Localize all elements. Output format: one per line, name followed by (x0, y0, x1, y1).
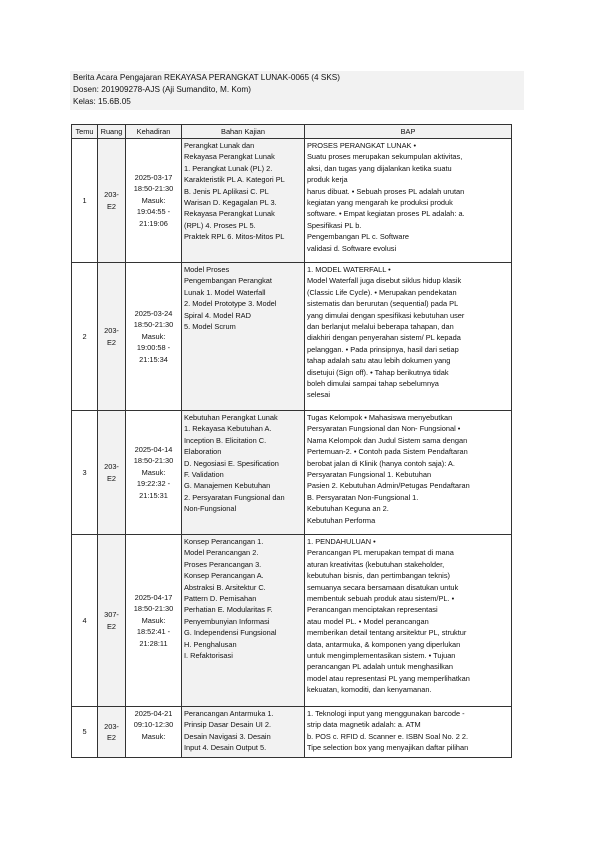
kehadiran-cell: 2025-03-24 18:50-21:30 Masuk: 19:00:58 - 21:15:34 (126, 263, 182, 411)
column-header-bap: BAP (305, 125, 512, 139)
ruang-cell: 307- E2 (98, 535, 126, 707)
bahan-kajian-cell: Kebutuhan Perangkat Lunak 1. Rekayasa Kebutuhan A. Inception B. Elicitation C. Elaboration D. Negosiasi E. Spesification F. Validation G. Manajemen Kebutuhan 2. Persyaratan Fungsional dan Non-Fungsional (182, 411, 305, 535)
ruang-cell: 203- E2 (98, 411, 126, 535)
kehadiran-cell: 2025-04-14 18:50-21:30 Masuk: 19:22:32 - 21:15:31 (126, 411, 182, 535)
ruang-cell: 203- E2 (98, 707, 126, 758)
column-header-bahan-kajian: Bahan Kajian (182, 125, 305, 139)
temu-cell: 5 (72, 707, 98, 758)
kehadiran-cell: 2025-04-21 09:10-12:30 Masuk: (126, 707, 182, 758)
table-row (72, 535, 512, 707)
temu-cell: 1 (72, 139, 98, 263)
kehadiran-cell: 2025-03-17 18:50-21:30 Masuk: 19:04:55 - 21:19:06 (126, 139, 182, 263)
ruang-cell: 203- E2 (98, 139, 126, 263)
lecturer-line: Dosen: 201909278-AJS (Aji Sumandito, M. Kom) (73, 85, 251, 95)
bahan-kajian-cell: Model Proses Pengembangan Perangkat Lunak 1. Model Waterfall 2. Model Prototype 3. Model Spiral 4. Model RAD 5. Model Scrum (182, 263, 305, 411)
bahan-kajian-cell: Perancangan Antarmuka 1. Prinsip Dasar Desain UI 2. Desain Navigasi 3. Desain Input 4. Desain Output 5. (182, 707, 305, 758)
bap-cell: 1. Teknologi input yang menggunakan barcode - strip data magnetik adalah: a. ATM b. POS c. RFID d. Scanner e. ISBN Soal No. 2 2. Tipe selection box yang menyajikan daftar pilihan (305, 707, 512, 758)
teaching-record-table (71, 124, 512, 758)
table-header-row (72, 125, 512, 139)
table-row (72, 707, 512, 758)
temu-cell: 3 (72, 411, 98, 535)
temu-cell: 2 (72, 263, 98, 411)
bahan-kajian-cell: Perangkat Lunak dan Rekayasa Perangkat Lunak 1. Perangkat Lunak (PL) 2. Karakteristik PL A. Kategori PL B. Jenis PL Aplikasi C. PL Warisan D. Kegagalan PL 3. Rekayasa Perangkat Lunak (RPL) 4. Proses PL 5. Praktek RPL 6. Mitos-Mitos PL (182, 139, 305, 263)
class-line: Kelas: 15.6B.05 (73, 97, 131, 107)
column-header-kehadiran: Kehadiran (126, 125, 182, 139)
bap-cell: Tugas Kelompok • Mahasiswa menyebutkan Persyaratan Fungsional dan Non- Fungsional • Nama Kelompok dan Judul Sistem sama dengan Pertemuan-2. • Contoh pada Sistem Pendaftaran berobat jalan di Klinik (hanya contoh saja): A. Persyaratan Fungsional 1. Kebutuhan Pasien 2. Kebutuhan Admin/Petugas Pendaftaran B. Persyaratan Non-Fungsional 1. Kebutuhan Keguna an 2. Kebutuhan Performa (305, 411, 512, 535)
kehadiran-cell: 2025-04-17 18:50-21:30 Masuk: 18:52:41 - 21:28:11 (126, 535, 182, 707)
temu-cell: 4 (72, 535, 98, 707)
table-row (72, 411, 512, 535)
column-header-temu: Temu (72, 125, 98, 139)
bap-cell: 1. MODEL WATERFALL • Model Waterfall juga disebut siklus hidup klasik (Classic Life Cycle). • Merupakan pendekatan sistematis dan berurutan (sequential) pada PL yang dimulai dengan spesifikasi kebutuhan user dan berlanjut melalui beberapa tahapan, dan diakhiri dengan penyerahan sistem/ PL kepada pelanggan. • Pada prinsipnya, hasil dari setiap tahap adalah satu atau lebih dokumen yang disetujui (Sign off). • Tahap berikutnya tidak boleh dimulai sampai tahap sebelumnya selesai (305, 263, 512, 411)
table-row (72, 263, 512, 411)
course-title: Berita Acara Pengajaran REKAYASA PERANGKAT LUNAK-0065 (4 SKS) (73, 73, 340, 82)
column-header-ruang: Ruang (98, 125, 126, 139)
bahan-kajian-cell: Konsep Perancangan 1. Model Perancangan 2. Proses Perancangan 3. Konsep Perancangan A. Abstraksi B. Arsitektur C. Pattern D. Pemisahan Perhatian E. Modularitas F. Penyembunyian Informasi G. Independensi Fungsional H. Penghalusan I. Refaktorisasi (182, 535, 305, 707)
bap-cell: PROSES PERANGKAT LUNAK • Suatu proses merupakan sekumpulan aktivitas, aksi, dan tugas yang dijalankan ketika suatu produk kerja harus dibuat. • Sebuah proses PL adalah urutan kegiatan yang mengarah ke produksi produk software. • Empat kegiatan proses PL adalah: a. Spesifikasi PL b. Pengembangan PL c. Software validasi d. Software evolusi (305, 139, 512, 263)
bap-cell: 1. PENDAHULUAN • Perancangan PL merupakan tempat di mana aturan kreativitas (kebutuhan stakeholder, kebutuhan bisnis, dan pertimbangan teknis) semuanya secara bersamaan disatukan untuk membentuk sebuah produk atau sistem/PL. • Perancangan menciptakan representasi atau model PL. • Model perancangan memberikan detail tentang arsitektur PL, struktur data, antarmuka, & komponen yang diperlukan untuk mengimplementasikan sistem. • Tujuan perancangan PL adalah untuk menghasilkan model atau representasi PL yang memperlihatkan kekuatan, komoditi, dan kenyamanan. (305, 535, 512, 707)
table-row (72, 139, 512, 263)
ruang-cell: 203- E2 (98, 263, 126, 411)
document-header (70, 71, 524, 110)
